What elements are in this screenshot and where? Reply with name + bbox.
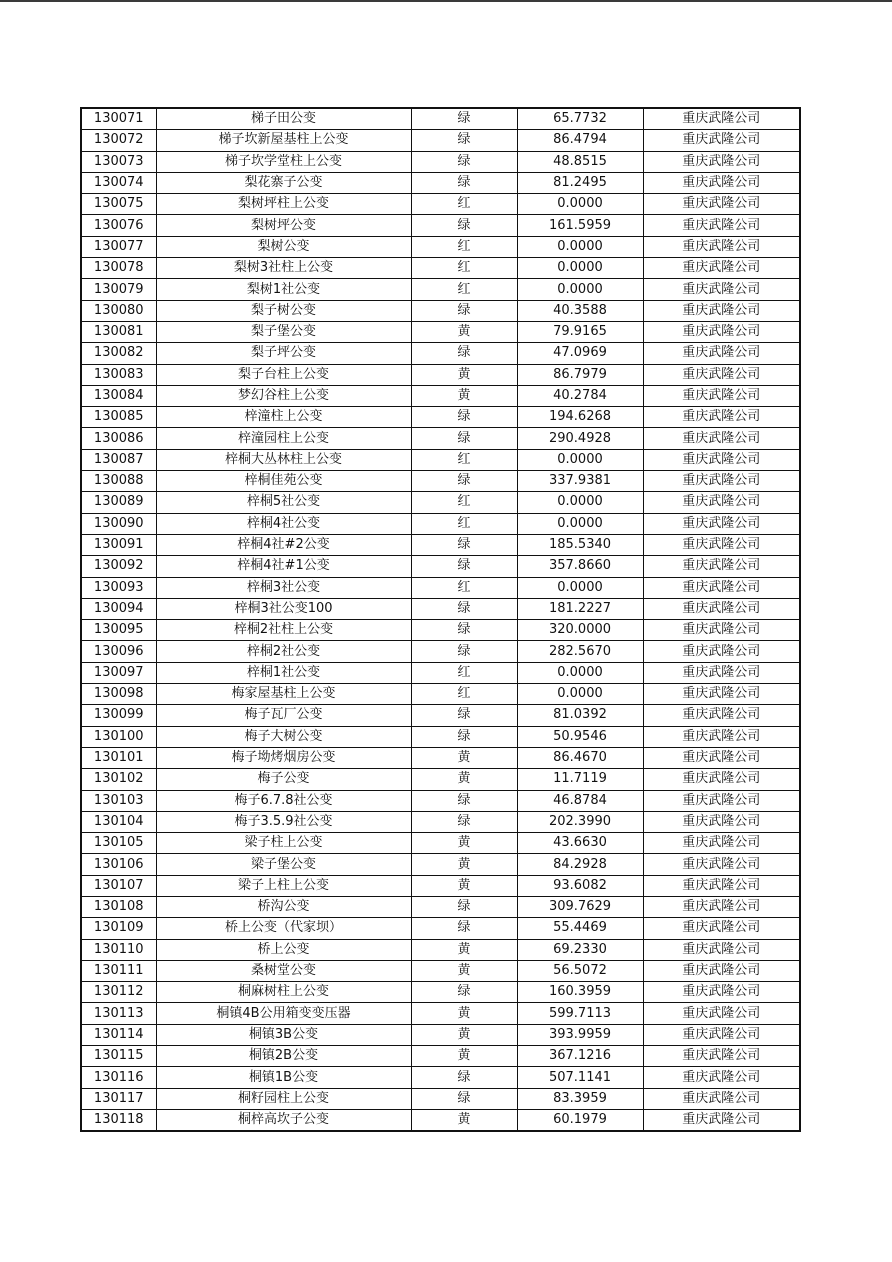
status-cell: 绿 [411, 471, 517, 492]
value-cell: 194.6268 [517, 407, 643, 428]
table-row [81, 641, 800, 662]
company-cell: 重庆武隆公司 [643, 960, 800, 981]
transformer-name-cell: 梅子大树公变 [156, 726, 411, 747]
table-row [81, 385, 800, 406]
row-id-cell: 130072 [81, 130, 156, 151]
value-cell: 282.5670 [517, 641, 643, 662]
company-cell: 重庆武隆公司 [643, 939, 800, 960]
table-row [81, 471, 800, 492]
status-cell: 黄 [411, 854, 517, 875]
value-cell: 0.0000 [517, 449, 643, 470]
status-cell: 黄 [411, 1046, 517, 1067]
row-id-cell: 130113 [81, 1003, 156, 1024]
table-row [81, 896, 800, 917]
status-cell: 绿 [411, 620, 517, 641]
company-cell: 重庆武隆公司 [643, 769, 800, 790]
company-cell: 重庆武隆公司 [643, 1088, 800, 1109]
table-row [81, 982, 800, 1003]
status-cell: 绿 [411, 811, 517, 832]
row-id-cell: 130108 [81, 896, 156, 917]
value-cell: 357.8660 [517, 556, 643, 577]
company-cell: 重庆武隆公司 [643, 449, 800, 470]
status-cell: 黄 [411, 747, 517, 768]
value-cell: 56.5072 [517, 960, 643, 981]
row-id-cell: 130111 [81, 960, 156, 981]
row-id-cell: 130090 [81, 513, 156, 534]
company-cell: 重庆武隆公司 [643, 896, 800, 917]
transformer-name-cell: 梅子3.5.9社公变 [156, 811, 411, 832]
transformer-name-cell: 桥沟公变 [156, 896, 411, 917]
table-row [81, 215, 800, 236]
row-id-cell: 130079 [81, 279, 156, 300]
value-cell: 60.1979 [517, 1109, 643, 1131]
company-cell: 重庆武隆公司 [643, 215, 800, 236]
transformer-name-cell: 梓桐大丛林柱上公变 [156, 449, 411, 470]
row-id-cell: 130093 [81, 577, 156, 598]
row-id-cell: 130089 [81, 492, 156, 513]
value-cell: 202.3990 [517, 811, 643, 832]
status-cell: 绿 [411, 172, 517, 193]
company-cell: 重庆武隆公司 [643, 492, 800, 513]
table-row [81, 364, 800, 385]
row-id-cell: 130099 [81, 705, 156, 726]
row-id-cell: 130102 [81, 769, 156, 790]
transformer-name-cell: 梨花寨子公变 [156, 172, 411, 193]
status-cell: 红 [411, 577, 517, 598]
transformer-name-cell: 梁子柱上公变 [156, 833, 411, 854]
value-cell: 40.2784 [517, 385, 643, 406]
status-cell: 绿 [411, 896, 517, 917]
value-cell: 79.9165 [517, 321, 643, 342]
company-cell: 重庆武隆公司 [643, 705, 800, 726]
page-top-border [0, 0, 892, 2]
company-cell: 重庆武隆公司 [643, 598, 800, 619]
status-cell: 绿 [411, 790, 517, 811]
status-cell: 黄 [411, 939, 517, 960]
value-cell: 86.4670 [517, 747, 643, 768]
value-cell: 65.7732 [517, 108, 643, 130]
value-cell: 11.7119 [517, 769, 643, 790]
company-cell: 重庆武隆公司 [643, 343, 800, 364]
status-cell: 红 [411, 492, 517, 513]
transformer-name-cell: 梨子树公变 [156, 300, 411, 321]
table-row [81, 534, 800, 555]
company-cell: 重庆武隆公司 [643, 982, 800, 1003]
value-cell: 160.3959 [517, 982, 643, 1003]
table-row [81, 321, 800, 342]
transformer-name-cell: 梨子台柱上公变 [156, 364, 411, 385]
status-cell: 绿 [411, 428, 517, 449]
value-cell: 55.4469 [517, 918, 643, 939]
transformer-name-cell: 桑树堂公变 [156, 960, 411, 981]
table-row [81, 407, 800, 428]
transformer-name-cell: 梅子坳烤烟房公变 [156, 747, 411, 768]
row-id-cell: 130118 [81, 1109, 156, 1131]
company-cell: 重庆武隆公司 [643, 1067, 800, 1088]
company-cell: 重庆武隆公司 [643, 428, 800, 449]
table-row [81, 343, 800, 364]
transformer-name-cell: 梓潼园柱上公变 [156, 428, 411, 449]
status-cell: 绿 [411, 982, 517, 1003]
value-cell: 81.2495 [517, 172, 643, 193]
company-cell: 重庆武隆公司 [643, 747, 800, 768]
transformer-name-cell: 梅子公变 [156, 769, 411, 790]
value-cell: 93.6082 [517, 875, 643, 896]
status-cell: 绿 [411, 598, 517, 619]
table-row [81, 705, 800, 726]
row-id-cell: 130083 [81, 364, 156, 385]
status-cell: 黄 [411, 1109, 517, 1131]
table-row [81, 194, 800, 215]
table-row [81, 875, 800, 896]
row-id-cell: 130101 [81, 747, 156, 768]
table-row [81, 300, 800, 321]
table-row [81, 790, 800, 811]
status-cell: 绿 [411, 407, 517, 428]
value-cell: 0.0000 [517, 662, 643, 683]
value-cell: 0.0000 [517, 258, 643, 279]
status-cell: 红 [411, 684, 517, 705]
status-cell: 红 [411, 279, 517, 300]
value-cell: 337.9381 [517, 471, 643, 492]
company-cell: 重庆武隆公司 [643, 641, 800, 662]
transformer-name-cell: 梓桐2社公变 [156, 641, 411, 662]
table-row [81, 428, 800, 449]
table-row [81, 130, 800, 151]
row-id-cell: 130114 [81, 1024, 156, 1045]
company-cell: 重庆武隆公司 [643, 854, 800, 875]
transformer-name-cell: 梓桐3社公变100 [156, 598, 411, 619]
value-cell: 0.0000 [517, 194, 643, 215]
transformer-name-cell: 桐梓高坎子公变 [156, 1109, 411, 1131]
transformer-name-cell: 桐镇2B公变 [156, 1046, 411, 1067]
table-row [81, 620, 800, 641]
table-row [81, 684, 800, 705]
transformer-name-cell: 桥上公变 [156, 939, 411, 960]
table-row [81, 513, 800, 534]
transformer-name-cell: 梨树1社公变 [156, 279, 411, 300]
company-cell: 重庆武隆公司 [643, 385, 800, 406]
company-cell: 重庆武隆公司 [643, 662, 800, 683]
value-cell: 290.4928 [517, 428, 643, 449]
company-cell: 重庆武隆公司 [643, 172, 800, 193]
status-cell: 绿 [411, 108, 517, 130]
status-cell: 黄 [411, 833, 517, 854]
row-id-cell: 130094 [81, 598, 156, 619]
value-cell: 69.2330 [517, 939, 643, 960]
status-cell: 绿 [411, 300, 517, 321]
company-cell: 重庆武隆公司 [643, 1003, 800, 1024]
status-cell: 黄 [411, 385, 517, 406]
table-row [81, 598, 800, 619]
company-cell: 重庆武隆公司 [643, 1024, 800, 1045]
table-row [81, 833, 800, 854]
row-id-cell: 130075 [81, 194, 156, 215]
value-cell: 161.5959 [517, 215, 643, 236]
transformer-name-cell: 梓桐4社#1公变 [156, 556, 411, 577]
value-cell: 320.0000 [517, 620, 643, 641]
row-id-cell: 130077 [81, 236, 156, 257]
status-cell: 绿 [411, 1088, 517, 1109]
value-cell: 43.6630 [517, 833, 643, 854]
transformer-name-cell: 梁子上柱上公变 [156, 875, 411, 896]
company-cell: 重庆武隆公司 [643, 1109, 800, 1131]
company-cell: 重庆武隆公司 [643, 577, 800, 598]
transformer-name-cell: 桐籽园柱上公变 [156, 1088, 411, 1109]
company-cell: 重庆武隆公司 [643, 684, 800, 705]
table-body [81, 108, 800, 1131]
status-cell: 黄 [411, 321, 517, 342]
table-row [81, 449, 800, 470]
row-id-cell: 130080 [81, 300, 156, 321]
value-cell: 81.0392 [517, 705, 643, 726]
row-id-cell: 130115 [81, 1046, 156, 1067]
row-id-cell: 130082 [81, 343, 156, 364]
status-cell: 黄 [411, 1003, 517, 1024]
table-row [81, 279, 800, 300]
table-row [81, 726, 800, 747]
table-row [81, 151, 800, 172]
table-row [81, 1003, 800, 1024]
company-cell: 重庆武隆公司 [643, 108, 800, 130]
transformer-name-cell: 梦幻谷柱上公变 [156, 385, 411, 406]
value-cell: 86.4794 [517, 130, 643, 151]
transformer-name-cell: 梁子堡公变 [156, 854, 411, 875]
transformer-name-cell: 梨树坪公变 [156, 215, 411, 236]
table-row [81, 662, 800, 683]
value-cell: 309.7629 [517, 896, 643, 917]
transformer-name-cell: 梨树3社柱上公变 [156, 258, 411, 279]
status-cell: 绿 [411, 705, 517, 726]
row-id-cell: 130097 [81, 662, 156, 683]
status-cell: 绿 [411, 151, 517, 172]
status-cell: 绿 [411, 130, 517, 151]
value-cell: 48.8515 [517, 151, 643, 172]
value-cell: 599.7113 [517, 1003, 643, 1024]
transformer-name-cell: 梯子坎新屋基柱上公变 [156, 130, 411, 151]
status-cell: 红 [411, 236, 517, 257]
table-row [81, 1046, 800, 1067]
status-cell: 绿 [411, 556, 517, 577]
status-cell: 红 [411, 194, 517, 215]
company-cell: 重庆武隆公司 [643, 364, 800, 385]
value-cell: 393.9959 [517, 1024, 643, 1045]
table-row [81, 854, 800, 875]
row-id-cell: 130100 [81, 726, 156, 747]
transformer-name-cell: 桐麻树柱上公变 [156, 982, 411, 1003]
company-cell: 重庆武隆公司 [643, 130, 800, 151]
company-cell: 重庆武隆公司 [643, 833, 800, 854]
status-cell: 黄 [411, 875, 517, 896]
company-cell: 重庆武隆公司 [643, 321, 800, 342]
transformer-name-cell: 梯子田公变 [156, 108, 411, 130]
company-cell: 重庆武隆公司 [643, 726, 800, 747]
table-row [81, 918, 800, 939]
value-cell: 40.3588 [517, 300, 643, 321]
company-cell: 重庆武隆公司 [643, 407, 800, 428]
table-row [81, 811, 800, 832]
row-id-cell: 130105 [81, 833, 156, 854]
table-row [81, 172, 800, 193]
row-id-cell: 130073 [81, 151, 156, 172]
row-id-cell: 130116 [81, 1067, 156, 1088]
transformer-name-cell: 梅子6.7.8社公变 [156, 790, 411, 811]
status-cell: 红 [411, 258, 517, 279]
status-cell: 黄 [411, 769, 517, 790]
company-cell: 重庆武隆公司 [643, 194, 800, 215]
status-cell: 黄 [411, 364, 517, 385]
value-cell: 507.1141 [517, 1067, 643, 1088]
status-cell: 红 [411, 449, 517, 470]
transformer-name-cell: 梯子坎学堂柱上公变 [156, 151, 411, 172]
value-cell: 185.5340 [517, 534, 643, 555]
status-cell: 绿 [411, 726, 517, 747]
company-cell: 重庆武隆公司 [643, 279, 800, 300]
company-cell: 重庆武隆公司 [643, 236, 800, 257]
status-cell: 绿 [411, 534, 517, 555]
row-id-cell: 130095 [81, 620, 156, 641]
company-cell: 重庆武隆公司 [643, 875, 800, 896]
value-cell: 86.7979 [517, 364, 643, 385]
row-id-cell: 130096 [81, 641, 156, 662]
transformer-name-cell: 梨子堡公变 [156, 321, 411, 342]
company-cell: 重庆武隆公司 [643, 534, 800, 555]
status-cell: 黄 [411, 960, 517, 981]
status-cell: 绿 [411, 641, 517, 662]
status-cell: 绿 [411, 215, 517, 236]
row-id-cell: 130088 [81, 471, 156, 492]
table-row [81, 939, 800, 960]
transformer-name-cell: 梓潼柱上公变 [156, 407, 411, 428]
transformer-name-cell: 梓桐佳苑公变 [156, 471, 411, 492]
company-cell: 重庆武隆公司 [643, 556, 800, 577]
value-cell: 46.8784 [517, 790, 643, 811]
table-row [81, 492, 800, 513]
row-id-cell: 130074 [81, 172, 156, 193]
row-id-cell: 130107 [81, 875, 156, 896]
value-cell: 0.0000 [517, 236, 643, 257]
table-row [81, 577, 800, 598]
row-id-cell: 130091 [81, 534, 156, 555]
value-cell: 0.0000 [517, 684, 643, 705]
row-id-cell: 130106 [81, 854, 156, 875]
row-id-cell: 130117 [81, 1088, 156, 1109]
row-id-cell: 130092 [81, 556, 156, 577]
value-cell: 83.3959 [517, 1088, 643, 1109]
transformer-name-cell: 梓桐4社#2公变 [156, 534, 411, 555]
row-id-cell: 130081 [81, 321, 156, 342]
table-row [81, 960, 800, 981]
company-cell: 重庆武隆公司 [643, 790, 800, 811]
row-id-cell: 130112 [81, 982, 156, 1003]
company-cell: 重庆武隆公司 [643, 151, 800, 172]
transformer-name-cell: 桐镇1B公变 [156, 1067, 411, 1088]
transformer-name-cell: 梓桐1社公变 [156, 662, 411, 683]
table-row [81, 1067, 800, 1088]
status-cell: 绿 [411, 343, 517, 364]
table-row [81, 236, 800, 257]
status-cell: 黄 [411, 1024, 517, 1045]
value-cell: 84.2928 [517, 854, 643, 875]
value-cell: 47.0969 [517, 343, 643, 364]
table-row [81, 1088, 800, 1109]
company-cell: 重庆武隆公司 [643, 620, 800, 641]
value-cell: 0.0000 [517, 577, 643, 598]
row-id-cell: 130078 [81, 258, 156, 279]
row-id-cell: 130087 [81, 449, 156, 470]
company-cell: 重庆武隆公司 [643, 471, 800, 492]
table-row [81, 1109, 800, 1131]
table-row [81, 258, 800, 279]
status-cell: 绿 [411, 918, 517, 939]
transformer-name-cell: 梨树公变 [156, 236, 411, 257]
transformer-name-cell: 梓桐3社公变 [156, 577, 411, 598]
transformer-name-cell: 梨子坪公变 [156, 343, 411, 364]
row-id-cell: 130084 [81, 385, 156, 406]
status-cell: 绿 [411, 1067, 517, 1088]
transformer-name-cell: 梓桐4社公变 [156, 513, 411, 534]
row-id-cell: 130076 [81, 215, 156, 236]
transformer-name-cell: 梅子瓦厂公变 [156, 705, 411, 726]
table-row [81, 747, 800, 768]
value-cell: 0.0000 [517, 279, 643, 300]
company-cell: 重庆武隆公司 [643, 811, 800, 832]
transformer-name-cell: 桐镇3B公变 [156, 1024, 411, 1045]
company-cell: 重庆武隆公司 [643, 300, 800, 321]
status-cell: 红 [411, 513, 517, 534]
row-id-cell: 130103 [81, 790, 156, 811]
row-id-cell: 130098 [81, 684, 156, 705]
table-row [81, 769, 800, 790]
value-cell: 367.1216 [517, 1046, 643, 1067]
value-cell: 0.0000 [517, 513, 643, 534]
company-cell: 重庆武隆公司 [643, 918, 800, 939]
row-id-cell: 130086 [81, 428, 156, 449]
table-row [81, 1024, 800, 1045]
row-id-cell: 130110 [81, 939, 156, 960]
table-row [81, 108, 800, 130]
transformer-name-cell: 梅家屋基柱上公变 [156, 684, 411, 705]
row-id-cell: 130071 [81, 108, 156, 130]
value-cell: 50.9546 [517, 726, 643, 747]
company-cell: 重庆武隆公司 [643, 1046, 800, 1067]
row-id-cell: 130109 [81, 918, 156, 939]
row-id-cell: 130085 [81, 407, 156, 428]
value-cell: 0.0000 [517, 492, 643, 513]
value-cell: 181.2227 [517, 598, 643, 619]
row-id-cell: 130104 [81, 811, 156, 832]
transformer-name-cell: 梓桐5社公变 [156, 492, 411, 513]
transformer-name-cell: 梨树坪柱上公变 [156, 194, 411, 215]
transformer-name-cell: 桐镇4B公用箱变变压器 [156, 1003, 411, 1024]
table-row [81, 556, 800, 577]
transformer-name-cell: 桥上公变（代家坝） [156, 918, 411, 939]
company-cell: 重庆武隆公司 [643, 258, 800, 279]
transformer-name-cell: 梓桐2社柱上公变 [156, 620, 411, 641]
transformer-table [80, 107, 801, 1132]
company-cell: 重庆武隆公司 [643, 513, 800, 534]
status-cell: 红 [411, 662, 517, 683]
